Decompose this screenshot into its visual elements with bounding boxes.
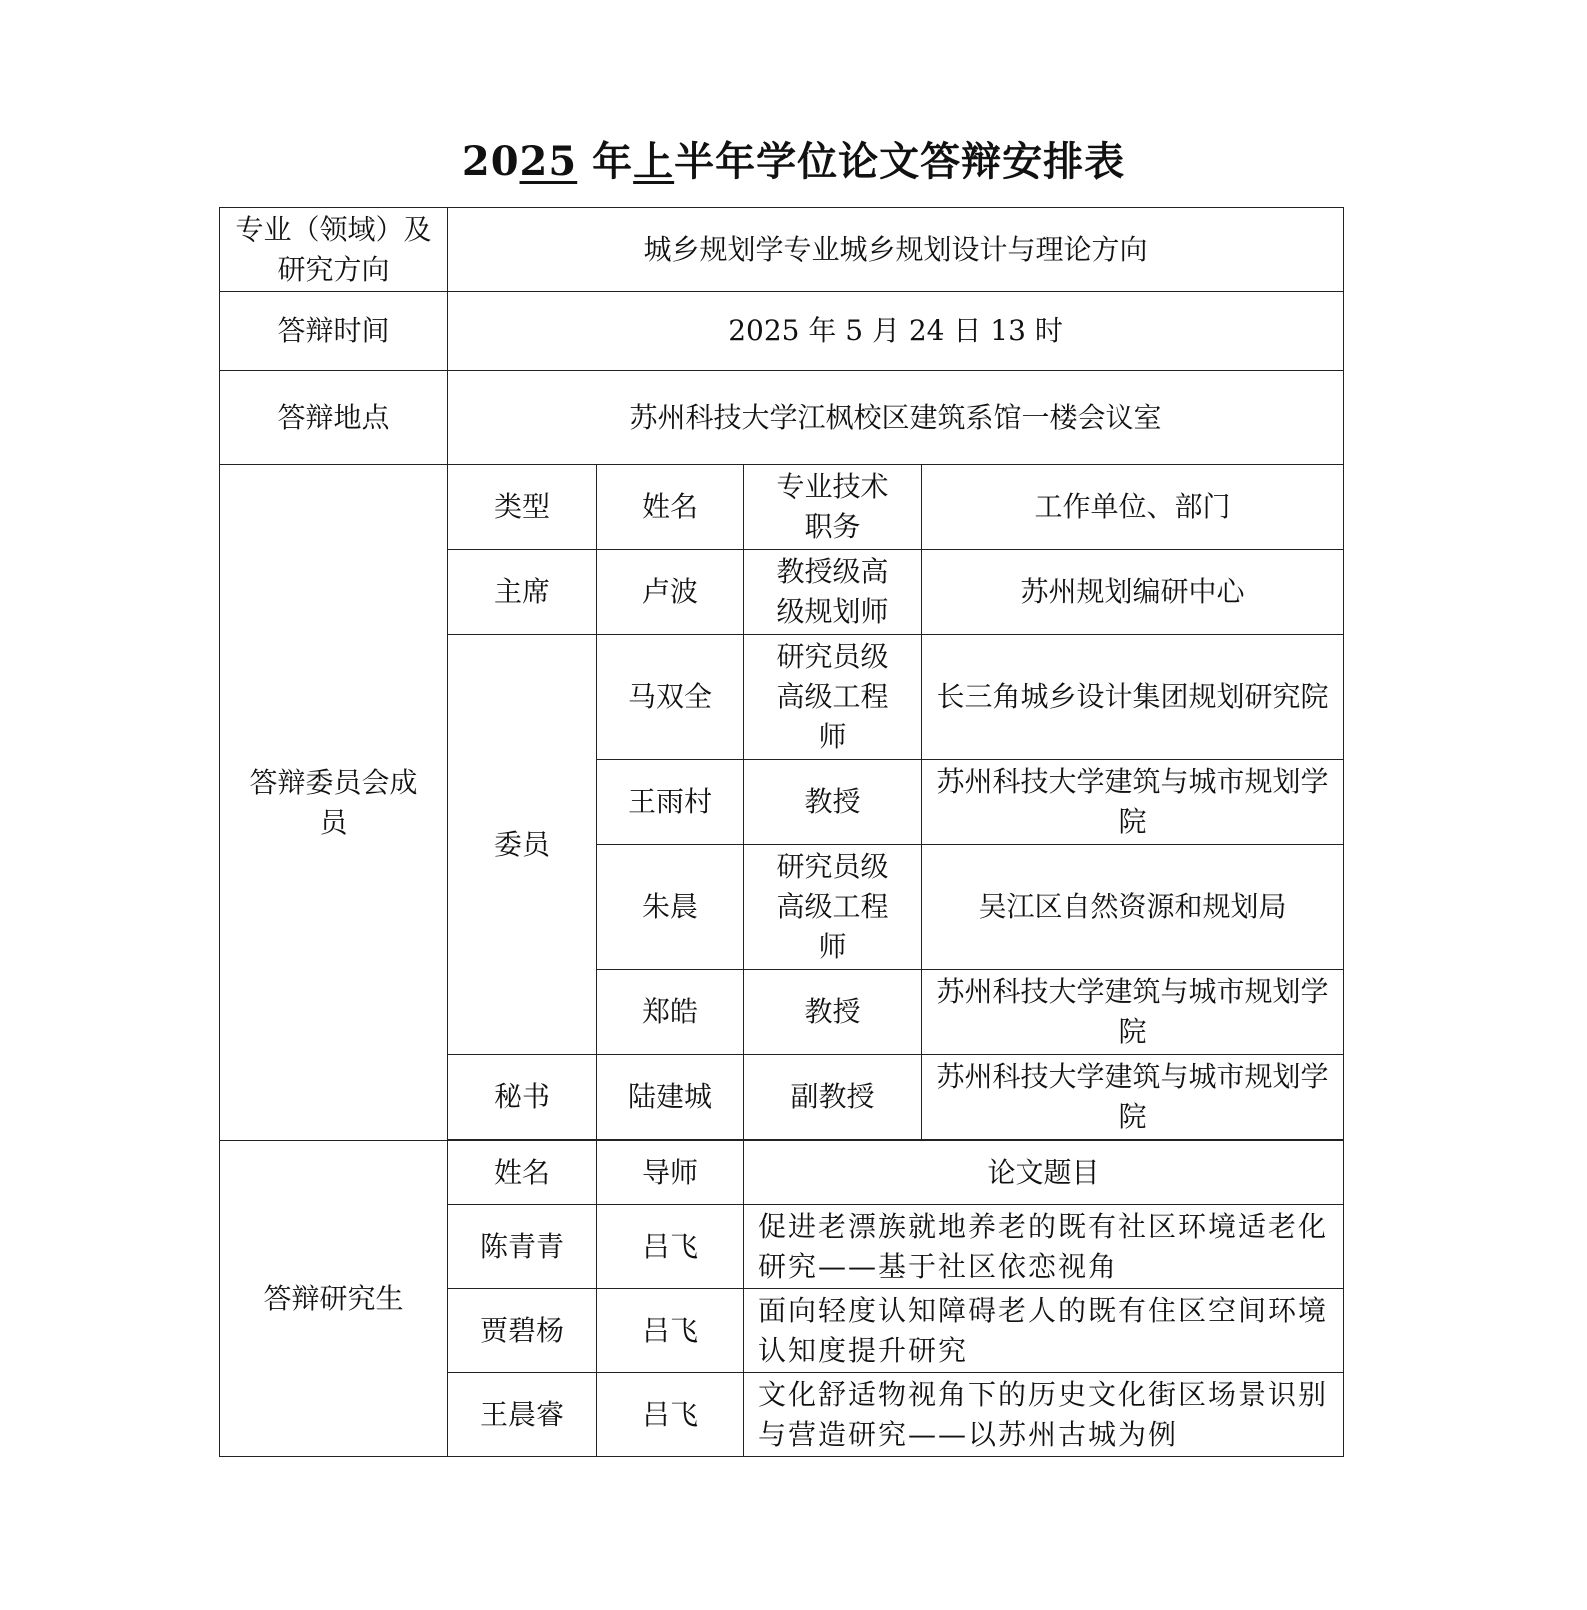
time-label: 答辩时间 — [220, 292, 448, 371]
student-thesis: 文化舒适物视角下的历史文化街区场景识别与营造研究——以苏州古城为例 — [744, 1373, 1344, 1457]
major-value: 城乡规划学专业城乡规划设计与理论方向 — [448, 208, 1344, 292]
time-row — [220, 292, 1344, 371]
title-rest: 半年学位论文答辩安排表 — [674, 138, 1126, 185]
member-unit: 吴江区自然资源和规划局 — [922, 845, 1344, 970]
member-title: 教授 — [744, 760, 922, 845]
header-name: 姓名 — [597, 465, 744, 550]
student-advisor: 吕飞 — [597, 1373, 744, 1457]
chair-unit: 苏州规划编研中心 — [922, 550, 1344, 635]
chair-title: 教授级高级规划师 — [744, 550, 922, 635]
member-name: 王雨村 — [597, 760, 744, 845]
member-name: 朱晨 — [597, 845, 744, 970]
major-label: 专业（领域）及研究方向 — [220, 208, 448, 292]
chair-type: 主席 — [448, 550, 597, 635]
title-year-char: 年 — [592, 138, 634, 185]
header-type: 类型 — [448, 465, 597, 550]
student-name: 陈青青 — [448, 1205, 597, 1289]
students-header-advisor: 导师 — [597, 1141, 744, 1205]
secretary-name: 陆建城 — [597, 1055, 744, 1140]
place-row — [220, 371, 1344, 465]
secretary-type: 秘书 — [448, 1055, 597, 1140]
member-title: 研究员级高级工程师 — [744, 845, 922, 970]
students-header-row — [220, 1141, 1344, 1205]
title-half-char: 上 — [633, 138, 675, 185]
secretary-title: 副教授 — [744, 1055, 922, 1140]
place-value: 苏州科技大学江枫校区建筑系馆一楼会议室 — [448, 371, 1344, 465]
secretary-unit: 苏州科技大学建筑与城市规划学院 — [922, 1055, 1344, 1140]
student-thesis: 面向轻度认知障碍老人的既有住区空间环境认知度提升研究 — [744, 1289, 1344, 1373]
student-advisor: 吕飞 — [597, 1205, 744, 1289]
member-title: 教授 — [744, 970, 922, 1055]
students-header-name: 姓名 — [448, 1141, 597, 1205]
time-value: 2025 年 5 月 24 日 13 时 — [448, 292, 1344, 371]
students-header-thesis: 论文题目 — [744, 1141, 1344, 1205]
title-year-prefix: 20 — [461, 138, 520, 185]
member-unit: 苏州科技大学建筑与城市规划学院 — [922, 760, 1344, 845]
student-name: 贾碧杨 — [448, 1289, 597, 1373]
committee-label: 答辩委员会成员 — [220, 465, 448, 1141]
schedule-table — [219, 207, 1344, 1457]
member-name: 郑皓 — [597, 970, 744, 1055]
student-name: 王晨睿 — [448, 1373, 597, 1457]
page-title — [0, 136, 1587, 188]
member-unit: 苏州科技大学建筑与城市规划学院 — [922, 970, 1344, 1055]
place-label: 答辩地点 — [220, 371, 448, 465]
committee-header-row — [220, 465, 1344, 550]
header-unit: 工作单位、部门 — [922, 465, 1344, 550]
chair-name: 卢波 — [597, 550, 744, 635]
title-year-suffix: 25 — [519, 138, 578, 185]
students-label: 答辩研究生 — [220, 1141, 448, 1457]
student-thesis: 促进老漂族就地养老的既有社区环境适老化研究——基于社区依恋视角 — [744, 1205, 1344, 1289]
member-type: 委员 — [448, 635, 597, 1055]
major-row — [220, 208, 1344, 292]
member-name: 马双全 — [597, 635, 744, 760]
header-title: 专业技术职务 — [744, 465, 922, 550]
member-unit: 长三角城乡设计集团规划研究院 — [922, 635, 1344, 760]
member-title: 研究员级高级工程师 — [744, 635, 922, 760]
student-advisor: 吕飞 — [597, 1289, 744, 1373]
